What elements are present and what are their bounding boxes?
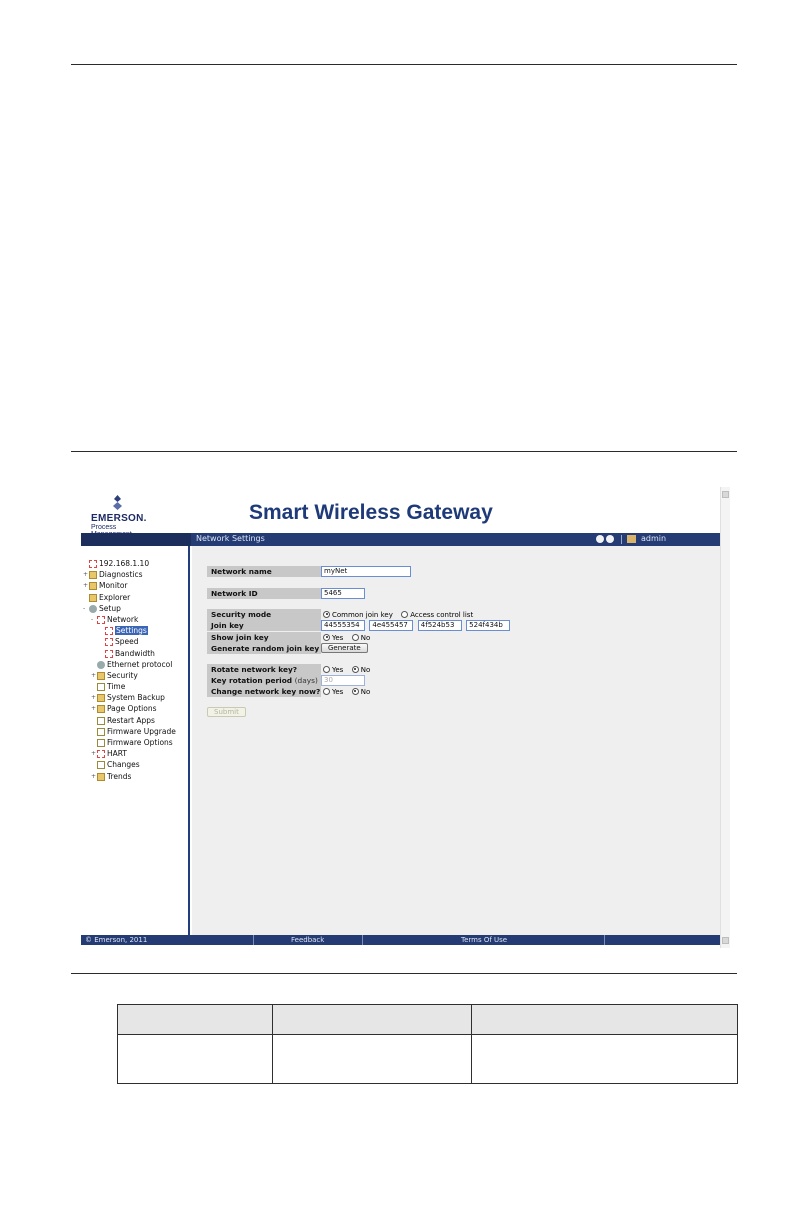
folder-icon bbox=[97, 672, 105, 680]
table-header-cell bbox=[472, 1005, 738, 1035]
copyright-text: © Emerson, 2011 bbox=[85, 936, 148, 944]
tree-item-label: Firmware Upgrade bbox=[107, 726, 176, 736]
tree-item-label: Monitor bbox=[99, 581, 128, 591]
access-control-list-radio[interactable] bbox=[401, 611, 408, 618]
join-key-input-4[interactable]: 524f434b bbox=[466, 620, 510, 631]
table-cell bbox=[472, 1035, 738, 1084]
brand-subtitle: Process bbox=[91, 524, 117, 531]
tree-item-label: Settings bbox=[116, 626, 147, 636]
join-key-label: Join key bbox=[207, 620, 321, 631]
network-icon bbox=[105, 650, 113, 658]
help-icon[interactable] bbox=[606, 535, 614, 543]
tree-item[interactable] bbox=[83, 603, 176, 614]
access-control-list-label: Access control list bbox=[410, 611, 474, 619]
network-icon bbox=[105, 627, 113, 635]
rotate-key-yes-radio[interactable] bbox=[323, 666, 330, 673]
common-join-key-label: Common join key bbox=[332, 611, 393, 619]
common-join-key-radio[interactable] bbox=[323, 611, 330, 618]
title-bar bbox=[81, 533, 720, 546]
page-icon bbox=[97, 739, 105, 747]
join-key-input-2[interactable]: 4e455457 bbox=[369, 620, 413, 631]
tree-item[interactable] bbox=[83, 580, 176, 591]
page-icon bbox=[97, 683, 105, 691]
tree-item[interactable] bbox=[83, 648, 176, 659]
page-icon bbox=[97, 728, 105, 736]
tree-item[interactable] bbox=[83, 715, 176, 726]
expand-icon[interactable]: + bbox=[83, 582, 89, 590]
change-key-now-no-radio[interactable] bbox=[352, 688, 359, 695]
table-header-row bbox=[118, 1005, 738, 1035]
rotation-period-input[interactable]: 30 bbox=[321, 675, 365, 686]
setup-icon bbox=[89, 605, 97, 613]
tree-item[interactable] bbox=[83, 558, 176, 569]
tree-item-label: Firmware Options bbox=[107, 738, 173, 747]
tree-item-label: Speed bbox=[115, 637, 139, 647]
feedback-link[interactable]: Feedback bbox=[291, 936, 325, 944]
tree-item-label: Bandwidth bbox=[115, 648, 155, 658]
table-header-cell bbox=[273, 1005, 472, 1035]
expand-icon[interactable]: + bbox=[91, 705, 97, 713]
tree-item[interactable] bbox=[83, 759, 176, 770]
tree-item-label: Time bbox=[107, 682, 126, 692]
show-join-key-label: Show join key bbox=[207, 632, 321, 643]
network-icon bbox=[105, 638, 113, 646]
generate-join-key-label: Generate random join key bbox=[207, 643, 321, 654]
join-key-input-1[interactable]: 44555354 bbox=[321, 620, 365, 631]
expand-icon[interactable]: + bbox=[91, 750, 97, 758]
tree-item[interactable] bbox=[83, 659, 176, 670]
tree-item[interactable] bbox=[83, 636, 176, 647]
submit-button[interactable]: Submit bbox=[207, 707, 246, 717]
network-icon bbox=[89, 560, 97, 568]
table-row bbox=[118, 1035, 738, 1084]
emerson-logo-icon bbox=[112, 495, 123, 510]
expand-icon[interactable]: + bbox=[91, 671, 97, 679]
tree-item-label: Trends bbox=[107, 771, 132, 781]
section-title: Network Settings bbox=[196, 534, 265, 543]
tree-item[interactable] bbox=[83, 737, 176, 748]
submit-row bbox=[207, 707, 246, 718]
navigation-tree bbox=[81, 546, 190, 935]
tree-item[interactable] bbox=[83, 569, 176, 580]
join-key-input-3[interactable]: 4f524b53 bbox=[418, 620, 462, 631]
brand-name: EMERSON. bbox=[91, 513, 147, 524]
expand-icon[interactable]: + bbox=[91, 694, 97, 702]
ethernet-icon bbox=[97, 661, 105, 669]
tree-item-label: Restart Apps bbox=[107, 715, 155, 725]
tree-item-label: Changes bbox=[107, 760, 140, 770]
tree-item-label: HART bbox=[107, 749, 128, 759]
tree-item-label: Diagnostics bbox=[99, 570, 143, 580]
middle-rule bbox=[71, 451, 737, 452]
terms-link[interactable]: Terms Of Use bbox=[461, 936, 508, 944]
rotate-key-label: Rotate network key? bbox=[207, 664, 321, 675]
network-settings-panel: Network name myNet Network ID 5465 Security mode Common join key Access control list Join key 44555354 4e455457 4f524b53 524f434b Show join key Yes No Generate random join key Generate Rotate network key? Yes No Key rotation period (days) 30 Change network key now? Yes No Submit bbox=[192, 546, 720, 935]
expand-icon[interactable]: + bbox=[91, 772, 97, 780]
scroll-up-icon[interactable] bbox=[722, 491, 729, 498]
tree-item[interactable] bbox=[83, 748, 176, 759]
scroll-down-icon[interactable] bbox=[722, 937, 729, 944]
folder-icon bbox=[97, 694, 105, 702]
tree-item[interactable] bbox=[83, 670, 176, 681]
tree-item[interactable] bbox=[83, 692, 176, 703]
tree-item-label: System Backup bbox=[107, 693, 165, 703]
show-join-key-no-radio[interactable] bbox=[352, 634, 359, 641]
page-icon bbox=[97, 717, 105, 725]
vertical-scrollbar[interactable] bbox=[720, 487, 730, 948]
tree-item-label: Setup bbox=[99, 603, 121, 613]
tree-item-label: Security bbox=[107, 670, 138, 680]
rotation-period-label: Key rotation period (days) bbox=[207, 675, 321, 686]
collapse-icon[interactable]: - bbox=[83, 604, 86, 612]
network-icon bbox=[97, 750, 105, 758]
tree-item[interactable] bbox=[83, 592, 176, 603]
top-rule bbox=[71, 64, 737, 65]
generate-button[interactable]: Generate bbox=[321, 643, 368, 653]
empty-table bbox=[117, 1004, 738, 1084]
network-name-input[interactable]: myNet bbox=[321, 566, 411, 577]
collapse-icon[interactable]: - bbox=[91, 615, 94, 623]
security-mode-label: Security mode bbox=[207, 609, 321, 620]
tree-item[interactable] bbox=[83, 614, 176, 625]
info-icon[interactable] bbox=[596, 535, 604, 543]
table-header-cell bbox=[118, 1005, 273, 1035]
network-id-input[interactable]: 5465 bbox=[321, 588, 365, 599]
table-cell bbox=[118, 1035, 273, 1084]
bottom-rule bbox=[71, 973, 737, 974]
tree-item[interactable] bbox=[83, 681, 176, 692]
change-key-now-yes-radio[interactable] bbox=[323, 688, 330, 695]
explorer-icon bbox=[89, 594, 97, 602]
user-icon bbox=[627, 535, 636, 543]
gateway-footer bbox=[81, 935, 720, 945]
tree-item[interactable] bbox=[83, 703, 176, 714]
network-id-label: Network ID bbox=[207, 588, 321, 599]
change-key-now-label: Change network key now? bbox=[207, 686, 321, 697]
folder-icon bbox=[89, 571, 97, 579]
tree-item-label: 192.168.1.10 bbox=[99, 559, 150, 568]
monitor-icon bbox=[89, 582, 97, 590]
expand-icon[interactable]: + bbox=[83, 571, 89, 579]
user-name[interactable]: admin bbox=[641, 534, 667, 543]
tree-item-label: Page Options bbox=[107, 704, 157, 714]
gateway-header bbox=[81, 487, 720, 533]
tree-item-label: Explorer bbox=[99, 592, 131, 602]
tree-item[interactable] bbox=[83, 771, 176, 782]
tree-item-label: Ethernet protocol bbox=[107, 659, 173, 669]
show-join-key-yes-radio[interactable] bbox=[323, 634, 330, 641]
tree-item[interactable] bbox=[83, 726, 176, 737]
tree-item[interactable] bbox=[83, 625, 176, 636]
network-name-label: Network name bbox=[207, 566, 321, 577]
rotate-key-no-radio[interactable] bbox=[352, 666, 359, 673]
tree-item-label: Network bbox=[107, 614, 139, 624]
gateway-screenshot bbox=[81, 487, 730, 948]
app-title: Smart Wireless Gateway bbox=[249, 501, 493, 524]
trends-icon bbox=[97, 773, 105, 781]
folder-icon bbox=[97, 705, 105, 713]
table-cell bbox=[273, 1035, 472, 1084]
network-icon bbox=[97, 616, 105, 624]
page-icon bbox=[97, 761, 105, 769]
emerson-logo bbox=[85, 495, 155, 531]
